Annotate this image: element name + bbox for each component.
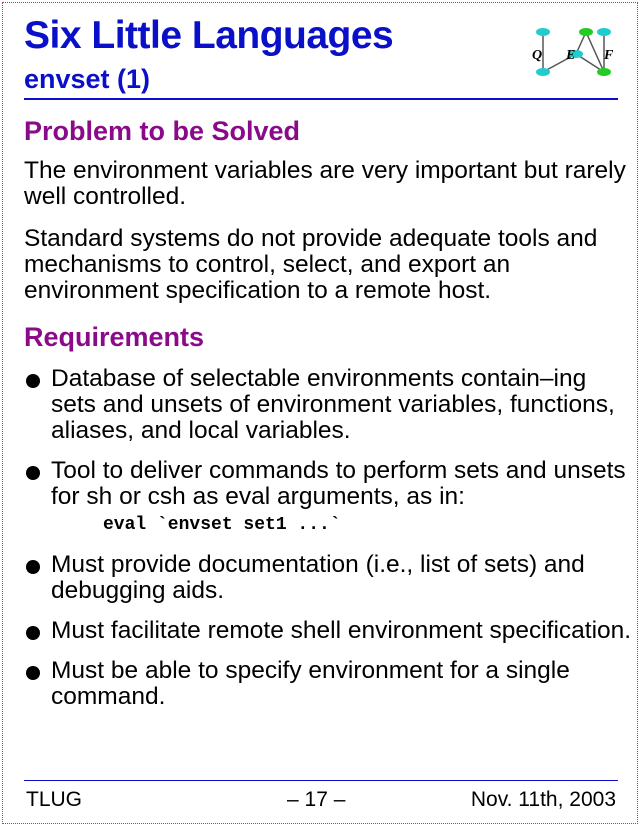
section-heading-requirements: Requirements (24, 322, 205, 352)
logo-node (536, 28, 550, 36)
list-item (24, 458, 636, 538)
bullet-icon (26, 374, 40, 388)
code-example: eval `envset set1 ...` (103, 515, 341, 535)
footer-rule (24, 780, 618, 781)
bullet-icon (26, 666, 40, 680)
list-item-text: Must provide documentation (i.e., list of sets) and debugging aids. (51, 551, 585, 604)
slide-title: Six Little Languages (24, 14, 394, 57)
list-item (24, 658, 636, 710)
footer-date: Nov. 11th, 2003 (470, 788, 616, 811)
logo-letter-e: E (566, 48, 576, 63)
page-number: – 17 – (287, 788, 346, 811)
list-item-text: Database of selectable environments contain–ing sets and unsets of environment variables, functions, aliases, and local variables. (51, 365, 615, 444)
bullet-icon (26, 626, 40, 640)
header-rule (24, 98, 618, 100)
list-item (24, 366, 636, 444)
logo-node (597, 68, 611, 76)
list-item (24, 618, 636, 644)
logo-node (536, 68, 550, 76)
logo-node (579, 28, 593, 36)
list-item-text: Tool to deliver commands to perform sets and unsets for sh or csh as eval arguments, as in: (51, 457, 626, 510)
footer-organization: TLUG (26, 788, 83, 811)
qef-logo (528, 18, 620, 84)
bullet-icon (26, 560, 40, 574)
section-heading-problem: Problem to be Solved (24, 116, 301, 146)
list-item-text: Must facilitate remote shell environment specification. (51, 617, 632, 644)
logo-letter-f: F (604, 48, 614, 63)
requirements-list (24, 366, 636, 724)
list-item-text: Must be able to specify environment for a single command. (51, 657, 570, 710)
bullet-icon (26, 466, 40, 480)
paragraph: The environment variables are very important but rarely well controlled. (24, 157, 626, 210)
slide-subtitle: envset (1) (24, 64, 151, 94)
list-item (24, 552, 636, 604)
paragraph: Standard systems do not provide adequate tools and mechanisms to control, select, and export an environment specification to a remote host. (24, 225, 598, 304)
logo-letter-q: Q (532, 48, 543, 63)
logo-node (597, 28, 611, 36)
